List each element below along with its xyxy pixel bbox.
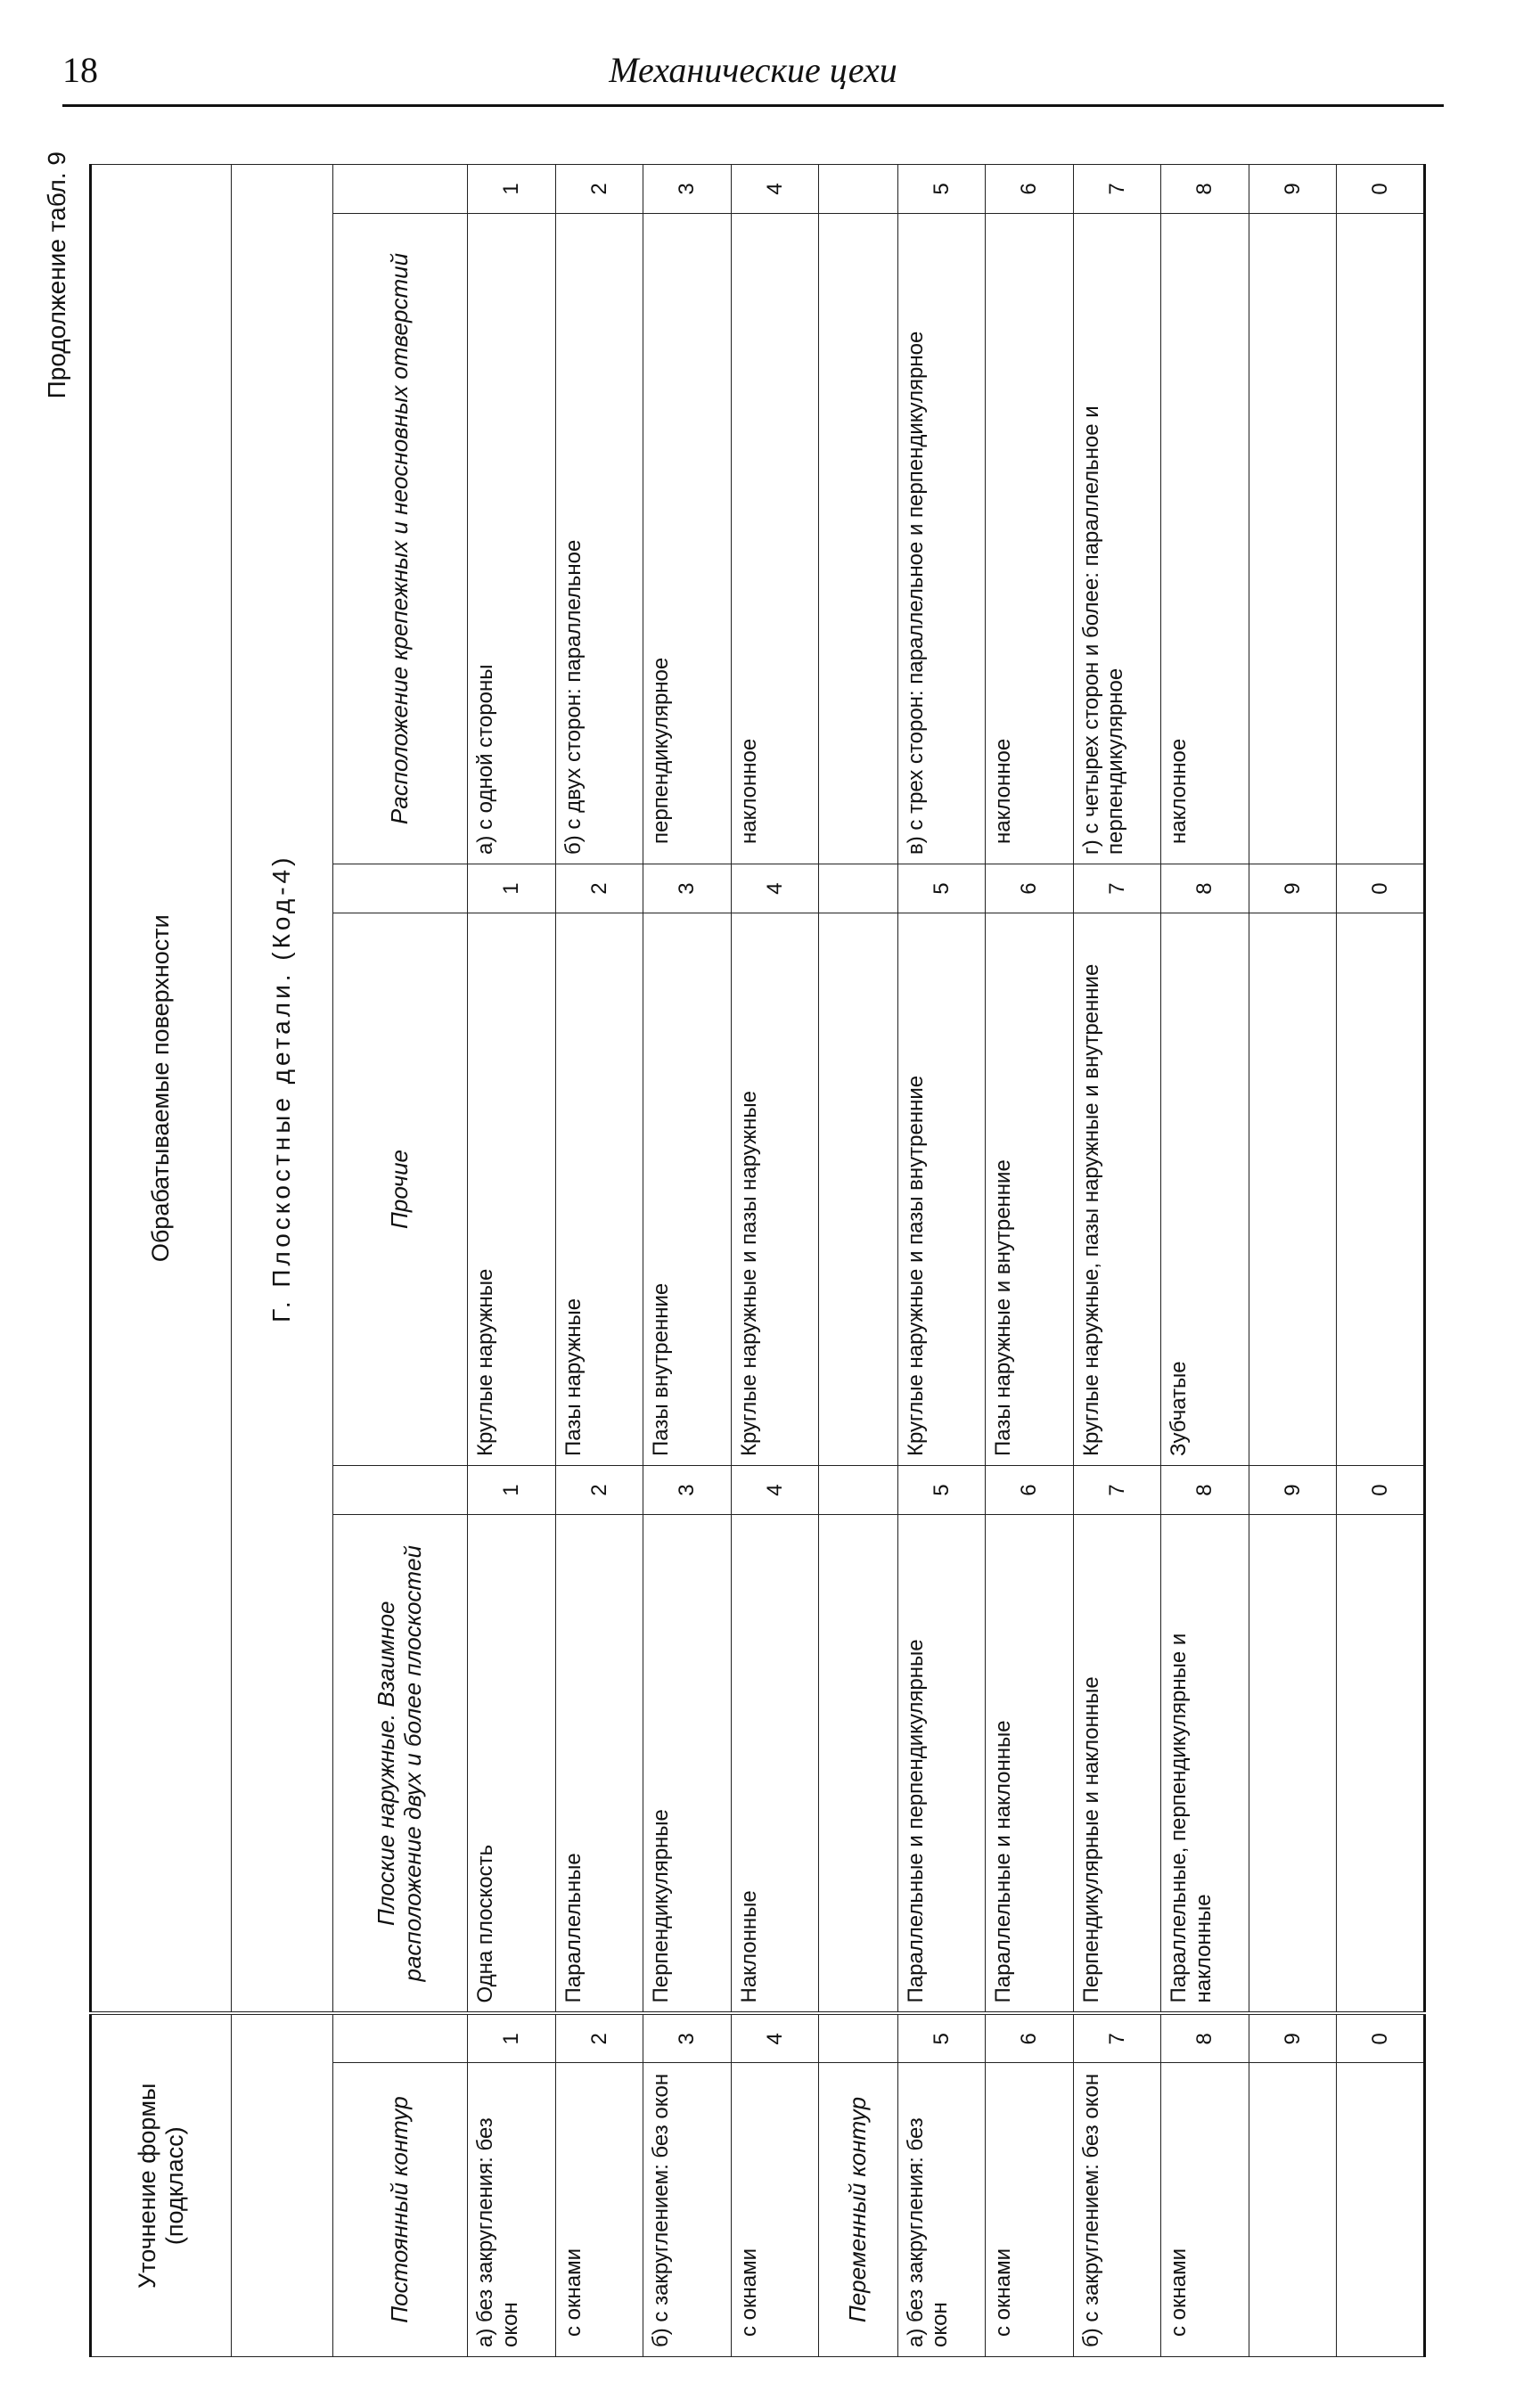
holes-label: в) с трех сторон: параллельное и перпендикулярное bbox=[897, 214, 986, 864]
table-row bbox=[555, 164, 643, 2356]
flat-label: Перпендикулярные и наклонные bbox=[1073, 1515, 1161, 2014]
subclass-code: 4 bbox=[731, 2014, 819, 2063]
subclass-spacer bbox=[231, 2014, 332, 2357]
flat-label: Параллельные и перпендикулярные bbox=[897, 1515, 986, 2014]
flat-code: 2 bbox=[555, 1466, 643, 1515]
other-label: Пазы внутренние bbox=[643, 913, 732, 1466]
flat-label: Параллельные bbox=[555, 1515, 643, 2014]
flat-surfaces-head: Плоские наружные. Взаимное расположение двух и более плоскостей bbox=[332, 1515, 468, 2014]
spacer bbox=[819, 214, 897, 864]
holes-label: г) с четырех сторон и более: параллельное и перпендикулярное bbox=[1073, 214, 1161, 864]
flat-code: 4 bbox=[731, 1466, 819, 1515]
subclass-label: б) с закруглением: без окон bbox=[1073, 2063, 1161, 2357]
flat-label: Параллельные и наклонные bbox=[986, 1515, 1074, 2014]
holes-code-head bbox=[332, 164, 468, 213]
other-code: 6 bbox=[986, 864, 1074, 913]
flat-label bbox=[1249, 1515, 1337, 2014]
other-label: Круглые наружные bbox=[468, 913, 556, 1466]
other-surfaces-head: Прочие bbox=[332, 913, 468, 1466]
holes-label: б) с двух сторон: параллельное bbox=[555, 214, 643, 864]
surfaces-column-header: Обрабатываемые поверхности bbox=[91, 164, 232, 2013]
other-code: 9 bbox=[1249, 864, 1337, 913]
holes-code: 1 bbox=[468, 164, 556, 213]
subclass-code: 8 bbox=[1161, 2014, 1249, 2063]
flat-code: 9 bbox=[1249, 1466, 1337, 1515]
holes-label: а) с одной стороны bbox=[468, 214, 556, 864]
subclass-code: 3 bbox=[643, 2014, 732, 2063]
holes-label: наклонное bbox=[1161, 214, 1249, 864]
other-label: Зубчатые bbox=[1161, 913, 1249, 1466]
table-continuation-note: Продолжение табл. 9 bbox=[43, 151, 70, 399]
spacer bbox=[819, 913, 897, 1466]
table-row bbox=[986, 164, 1074, 2356]
flat-code: 3 bbox=[643, 1466, 732, 1515]
other-label: Пазы наружные bbox=[555, 913, 643, 1466]
table-row bbox=[643, 164, 732, 2356]
flat-label: Перпендикулярные bbox=[643, 1515, 732, 2014]
flat-label bbox=[1337, 1515, 1425, 2014]
spacer bbox=[819, 1515, 897, 2014]
page-title: Механические цехи bbox=[609, 50, 897, 90]
holes-code: 5 bbox=[897, 164, 986, 213]
holes-code: 9 bbox=[1249, 164, 1337, 213]
holes-label: наклонное bbox=[986, 214, 1074, 864]
flat-code: 6 bbox=[986, 1466, 1074, 1515]
page-header bbox=[62, 49, 1444, 102]
other-label bbox=[1337, 913, 1425, 1466]
subclass-code: 5 bbox=[897, 2014, 986, 2063]
subclass-code: 7 bbox=[1073, 2014, 1161, 2063]
rotated-table-wrapper bbox=[89, 165, 1426, 2357]
holes-code: 2 bbox=[555, 164, 643, 213]
holes-code: 0 bbox=[1337, 164, 1425, 213]
other-label: Круглые наружные и пазы внутренние bbox=[897, 913, 986, 1466]
subclass-code: 0 bbox=[1337, 2014, 1425, 2063]
other-label: Круглые наружные, пазы наружные и внутренние bbox=[1073, 913, 1161, 1466]
flat-code: 0 bbox=[1337, 1466, 1425, 1515]
holes-label bbox=[1337, 214, 1425, 864]
table-row bbox=[1337, 164, 1425, 2356]
other-label: Пазы наружные и внутренние bbox=[986, 913, 1074, 1466]
table-row bbox=[1073, 164, 1161, 2356]
other-code: 0 bbox=[1337, 864, 1425, 913]
holes-label bbox=[1249, 214, 1337, 864]
subclass-code: 1 bbox=[468, 2014, 556, 2063]
subclass-code: 2 bbox=[555, 2014, 643, 2063]
flat-code: 8 bbox=[1161, 1466, 1249, 1515]
flat-label: Наклонные bbox=[731, 1515, 819, 2014]
holes-code: 6 bbox=[986, 164, 1074, 213]
subclass-code: 6 bbox=[986, 2014, 1074, 2063]
flat-code: 7 bbox=[1073, 1466, 1161, 1515]
table-row bbox=[1249, 164, 1337, 2356]
var-contour-head: Переменный контур bbox=[819, 2063, 897, 2357]
other-code: 2 bbox=[555, 864, 643, 913]
holes-label: наклонное bbox=[731, 214, 819, 864]
table-row bbox=[897, 164, 986, 2356]
holes-code: 8 bbox=[1161, 164, 1249, 213]
flat-code: 5 bbox=[897, 1466, 986, 1515]
table-row bbox=[1161, 164, 1249, 2356]
holes-code: 3 bbox=[643, 164, 732, 213]
subclass-label: а) без закругления: без окон bbox=[897, 2063, 986, 2357]
header-rule bbox=[62, 104, 1444, 107]
other-label bbox=[1249, 913, 1337, 1466]
holes-head: Расположение крепежных и неосновных отверстий bbox=[332, 214, 468, 864]
subclass-label: б) с закруглением: без окон bbox=[643, 2063, 732, 2357]
holes-code: 4 bbox=[731, 164, 819, 213]
other-code: 1 bbox=[468, 864, 556, 913]
var-contour-code-spacer bbox=[819, 2014, 897, 2063]
subclass-code-head bbox=[332, 2014, 468, 2063]
subclass-label: с окнами bbox=[986, 2063, 1074, 2357]
section-title: Г. Плоскостные детали. (Код-4) bbox=[231, 164, 332, 2013]
var-contour-row bbox=[819, 164, 897, 2356]
other-code: 8 bbox=[1161, 864, 1249, 913]
table-row bbox=[468, 164, 556, 2356]
page-number: 18 bbox=[62, 50, 98, 90]
classification-table bbox=[89, 164, 1426, 2357]
other-code: 3 bbox=[643, 864, 732, 913]
holes-code: 7 bbox=[1073, 164, 1161, 213]
other-code-head bbox=[332, 864, 468, 913]
const-contour-head: Постоянный контур bbox=[332, 2063, 468, 2357]
table-row bbox=[731, 164, 819, 2356]
subclass-label bbox=[1337, 2063, 1425, 2357]
subclass-label: с окнами bbox=[731, 2063, 819, 2357]
subclass-label: а) без закругления: без окон bbox=[468, 2063, 556, 2357]
flat-label: Параллельные, перпендикулярные и наклонные bbox=[1161, 1515, 1249, 2014]
subclass-label: с окнами bbox=[1161, 2063, 1249, 2357]
flat-code-head bbox=[332, 1466, 468, 1515]
subclass-label: с окнами bbox=[555, 2063, 643, 2357]
other-label: Круглые наружные и пазы наружные bbox=[731, 913, 819, 1466]
other-code: 4 bbox=[731, 864, 819, 913]
holes-label: перпендикулярное bbox=[643, 214, 732, 864]
subclass-code: 9 bbox=[1249, 2014, 1337, 2063]
subclass-label bbox=[1249, 2063, 1337, 2357]
other-code: 7 bbox=[1073, 864, 1161, 913]
subclass-column-header: Уточнение формы (подкласс) bbox=[91, 2014, 232, 2357]
flat-code: 1 bbox=[468, 1466, 556, 1515]
flat-label: Одна плоскость bbox=[468, 1515, 556, 2014]
other-code: 5 bbox=[897, 864, 986, 913]
